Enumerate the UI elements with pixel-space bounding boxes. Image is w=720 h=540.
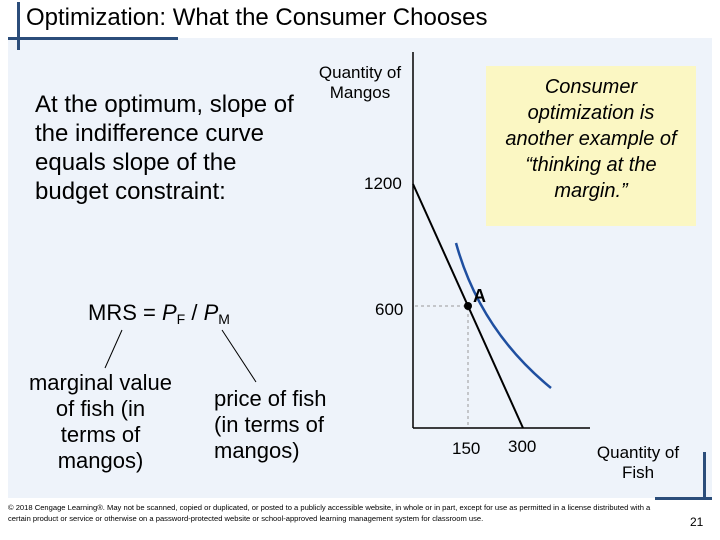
optimum-explanation: At the optimum, slope of the indifference curve equals slope of the budget constraint: [35, 91, 294, 205]
thinking-at-margin-callout: Consumer optimization is another example of “thinking at the margin.” [486, 66, 696, 226]
price-fish-subscript: F [176, 311, 186, 327]
x-axis-label: Quantity of Fish [596, 443, 680, 482]
x-tick-label: 150 [452, 439, 481, 458]
y-axis-label: Quantity of Mangos [318, 63, 402, 102]
copyright-notice: © 2018 Cengage Learning®. May not be scanned, copied or duplicated, or posted to a publicly accessible website, in whole or in part, except for use as permitted in a license distributed with a certain product or service or otherwise on a password-protected website or school-approved learning management system for classroom use. [8, 503, 651, 523]
price-mango-subscript: M [218, 311, 230, 327]
mrs-annotation: marginal value of fish (in terms of mangos) [28, 370, 173, 473]
price-fish-symbol: P [161, 300, 177, 325]
page-number: 21 [690, 515, 704, 529]
x-tick-label: 300 [508, 437, 537, 456]
indifference-curve [456, 243, 551, 388]
mrs-slash: / [185, 300, 204, 325]
optimum-point-label: A [473, 286, 486, 306]
mrs-left: MRS = [88, 300, 162, 325]
price-ratio-annotation: price of fish (in terms of mangos) [214, 386, 327, 463]
price-mango-symbol: P [203, 300, 219, 325]
annotation-pointer-right [222, 330, 256, 382]
optimum-point [464, 302, 472, 310]
y-tick-label: 1200 [364, 174, 402, 193]
slide-title: Optimization: What the Consumer Chooses [26, 4, 488, 31]
annotation-pointer-left [105, 330, 122, 368]
y-tick-label: 600 [375, 300, 404, 319]
